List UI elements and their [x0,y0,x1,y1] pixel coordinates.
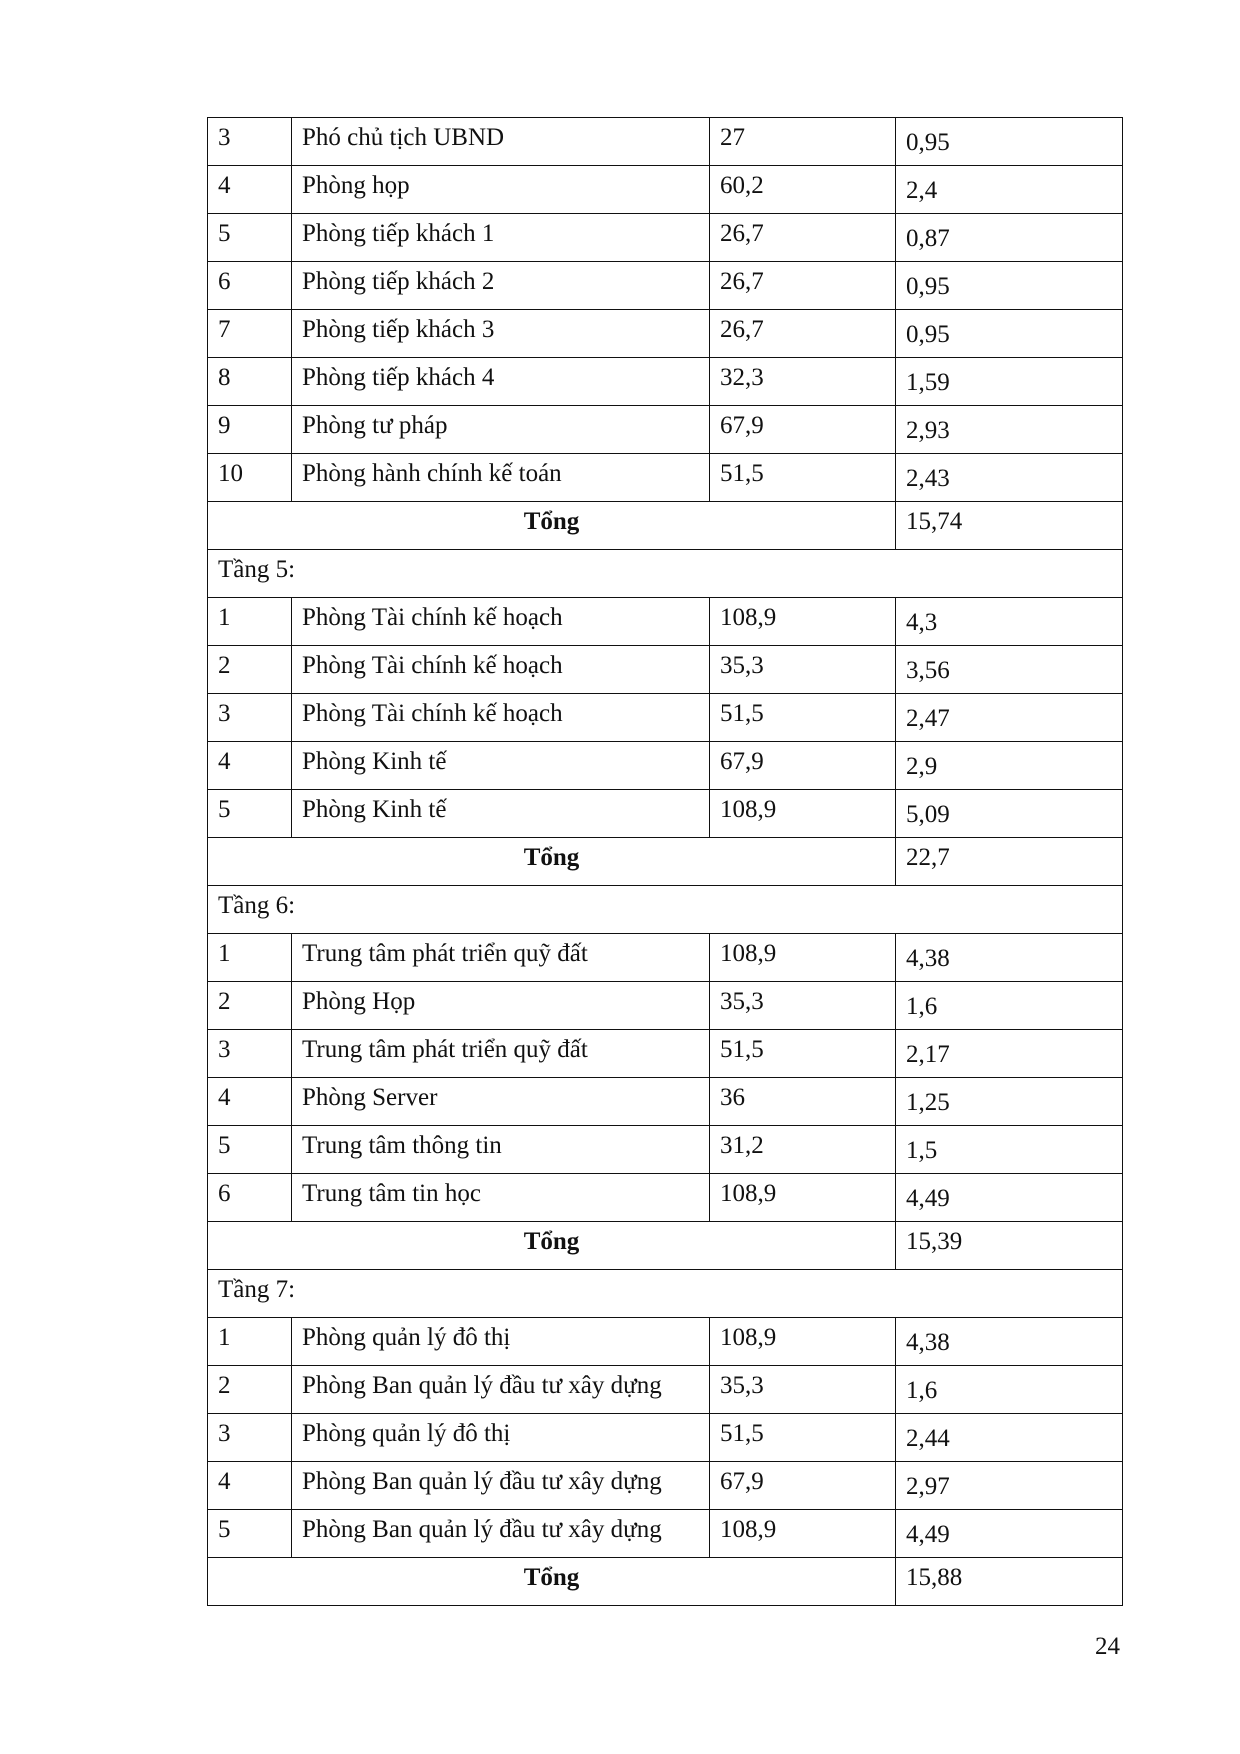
room-value [896,454,1123,502]
room-value-text: 2,44 [906,1425,950,1452]
row-number-text: 10 [218,460,243,487]
row-number-text: 4 [218,748,231,775]
row-number [208,358,292,406]
room-name [292,1030,710,1078]
room-name-text: Phòng tiếp khách 4 [302,364,495,391]
room-value-text: 3,56 [906,657,950,684]
room-value-text: 2,4 [906,177,938,204]
floor-label [208,550,1123,598]
row-number-text: 2 [218,1372,231,1399]
room-area [710,982,896,1030]
row-number [208,1318,292,1366]
room-value [896,1366,1123,1414]
floor-label [208,1270,1123,1318]
room-area-text: 67,9 [720,748,764,775]
row-number-text: 9 [218,412,231,439]
room-name [292,310,710,358]
room-area-text: 32,3 [720,364,764,391]
room-name [292,1366,710,1414]
total-row [208,1222,1123,1270]
row-number [208,934,292,982]
room-area [710,598,896,646]
room-name [292,694,710,742]
room-area [710,742,896,790]
room-area-text: 108,9 [720,940,777,967]
room-value [896,1174,1123,1222]
total-value [896,502,1123,550]
total-label [208,1558,896,1606]
row-number [208,1126,292,1174]
room-name-text: Phòng tiếp khách 2 [302,268,495,295]
room-area [710,646,896,694]
row-number-text: 6 [218,268,231,295]
room-area [710,166,896,214]
total-label-text: Tổng [523,844,580,871]
room-area [710,262,896,310]
row-number [208,1174,292,1222]
room-area-text: 108,9 [720,1180,777,1207]
room-value [896,1414,1123,1462]
row-number [208,1414,292,1462]
total-value-text: 15,39 [906,1228,963,1255]
room-area [710,358,896,406]
room-value [896,1318,1123,1366]
room-value-text: 4,38 [906,945,950,972]
floor-header-row [208,550,1123,598]
floor-label [208,886,1123,934]
room-area-text: 108,9 [720,796,777,823]
total-label [208,502,896,550]
table-row [208,454,1123,502]
table-row [208,1510,1123,1558]
room-area-text: 35,3 [720,1372,764,1399]
total-value [896,1558,1123,1606]
table-row [208,406,1123,454]
room-value-text: 1,5 [906,1137,938,1164]
row-number-text: 1 [218,1324,231,1351]
floor-header-row [208,886,1123,934]
table-row [208,982,1123,1030]
table-row [208,598,1123,646]
room-area-text: 67,9 [720,412,764,439]
room-name [292,790,710,838]
room-value [896,166,1123,214]
row-number-text: 4 [218,1468,231,1495]
room-value [896,694,1123,742]
room-value-text: 0,95 [906,273,950,300]
table-row [208,694,1123,742]
room-value-text: 5,09 [906,801,950,828]
table-row [208,1318,1123,1366]
row-number-text: 6 [218,1180,231,1207]
room-name-text: Trung tâm phát triển quỹ đất [302,940,588,967]
room-area-text: 67,9 [720,1468,764,1495]
room-area-text: 31,2 [720,1132,764,1159]
room-name [292,934,710,982]
room-area [710,1078,896,1126]
row-number [208,1030,292,1078]
row-number-text: 2 [218,652,231,679]
room-value-text: 2,97 [906,1473,950,1500]
room-name-text: Phòng Họp [302,988,416,1015]
room-name [292,982,710,1030]
room-name [292,646,710,694]
row-number [208,454,292,502]
room-value-text: 2,17 [906,1041,950,1068]
room-name-text: Phòng tiếp khách 3 [302,316,495,343]
room-name [292,118,710,166]
room-area-text: 26,7 [720,220,764,247]
room-area [710,1366,896,1414]
table-row [208,358,1123,406]
row-number-text: 5 [218,796,231,823]
room-area-text: 108,9 [720,604,777,631]
room-value [896,1078,1123,1126]
total-label-text: Tổng [523,1564,580,1591]
room-value-text: 4,49 [906,1185,950,1212]
total-row [208,838,1123,886]
room-name [292,1510,710,1558]
room-name-text: Phòng Kinh tế [302,796,447,823]
row-number [208,310,292,358]
row-number-text: 5 [218,1132,231,1159]
floor-label-text: Tầng 6: [218,892,296,919]
total-label [208,838,896,886]
room-value [896,262,1123,310]
row-number-text: 2 [218,988,231,1015]
room-value [896,1462,1123,1510]
floor-header-row [208,1270,1123,1318]
row-number [208,406,292,454]
row-number [208,214,292,262]
room-area [710,1030,896,1078]
total-label-text: Tổng [523,508,580,535]
room-area-text: 108,9 [720,1324,777,1351]
room-value [896,310,1123,358]
row-number-text: 3 [218,1420,231,1447]
room-name-text: Phòng Tài chính kế hoạch [302,700,563,727]
room-name-text: Phòng quản lý đô thị [302,1324,511,1351]
row-number-text: 3 [218,124,231,151]
row-number-text: 1 [218,940,231,967]
total-value [896,1222,1123,1270]
room-area-text: 60,2 [720,172,764,199]
room-area [710,1414,896,1462]
room-area-text: 51,5 [720,460,764,487]
room-area-text: 26,7 [720,316,764,343]
room-area [710,694,896,742]
room-area-text: 36 [720,1084,745,1111]
room-area-text: 51,5 [720,1036,764,1063]
room-name-text: Trung tâm phát triển quỹ đất [302,1036,588,1063]
room-name-text: Phòng họp [302,172,410,199]
table-row [208,166,1123,214]
row-number-text: 3 [218,1036,231,1063]
row-number [208,646,292,694]
room-area-text: 51,5 [720,700,764,727]
room-value-text: 0,95 [906,129,950,156]
room-name-text: Phòng tư pháp [302,412,448,439]
room-name-text: Phòng Ban quản lý đầu tư xây dựng [302,1372,662,1399]
total-row [208,1558,1123,1606]
row-number-text: 3 [218,700,231,727]
room-area [710,1510,896,1558]
table-row [208,1462,1123,1510]
room-name [292,454,710,502]
room-value-text: 1,6 [906,1377,938,1404]
floor-label-text: Tầng 5: [218,556,296,583]
room-value-text: 2,9 [906,753,938,780]
room-area [710,118,896,166]
room-value [896,214,1123,262]
room-value-text: 2,47 [906,705,950,732]
room-name-text: Phòng quản lý đô thị [302,1420,511,1447]
room-name [292,166,710,214]
room-name [292,742,710,790]
room-value-text: 1,6 [906,993,938,1020]
room-area-text: 35,3 [720,988,764,1015]
room-name [292,1462,710,1510]
room-name-text: Phòng hành chính kế toán [302,460,562,487]
room-name [292,1414,710,1462]
room-name [292,358,710,406]
table-row [208,646,1123,694]
room-name-text: Phòng Ban quản lý đầu tư xây dựng [302,1516,662,1543]
room-area [710,790,896,838]
table-row [208,1414,1123,1462]
room-name [292,1318,710,1366]
total-value-text: 22,7 [906,844,950,871]
total-label [208,1222,896,1270]
table-row [208,214,1123,262]
room-value [896,598,1123,646]
room-area-text: 26,7 [720,268,764,295]
room-value-text: 2,93 [906,417,950,444]
row-number [208,694,292,742]
room-name [292,1174,710,1222]
room-name-text: Phòng tiếp khách 1 [302,220,495,247]
row-number-text: 8 [218,364,231,391]
room-value [896,1030,1123,1078]
room-area [710,1126,896,1174]
room-name-text: Trung tâm tin học [302,1180,481,1207]
row-number [208,262,292,310]
total-value-text: 15,74 [906,508,963,535]
table-row [208,1078,1123,1126]
row-number-text: 4 [218,172,231,199]
room-value [896,934,1123,982]
room-name-text: Trung tâm thông tin [302,1132,502,1159]
row-number [208,790,292,838]
room-area-text: 35,3 [720,652,764,679]
room-value [896,406,1123,454]
room-name-text: Phòng Tài chính kế hoạch [302,652,563,679]
table-row [208,1366,1123,1414]
room-value [896,1510,1123,1558]
room-value [896,646,1123,694]
room-area [710,406,896,454]
table-row [208,1030,1123,1078]
room-name-text: Phòng Tài chính kế hoạch [302,604,563,631]
room-table [207,117,1123,1606]
row-number [208,1510,292,1558]
table-row [208,934,1123,982]
total-label-text: Tổng [523,1228,580,1255]
row-number-text: 7 [218,316,231,343]
row-number-text: 4 [218,1084,231,1111]
room-value-text: 2,43 [906,465,950,492]
table-row [208,262,1123,310]
row-number-text: 5 [218,220,231,247]
room-value [896,1126,1123,1174]
table-row [208,742,1123,790]
room-value [896,790,1123,838]
row-number [208,1078,292,1126]
row-number [208,118,292,166]
row-number [208,598,292,646]
table-row [208,118,1123,166]
table-row [208,790,1123,838]
room-name-text: Phòng Kinh tế [302,748,447,775]
room-name [292,406,710,454]
room-name-text: Phòng Ban quản lý đầu tư xây dựng [302,1468,662,1495]
room-value-text: 4,49 [906,1521,950,1548]
room-area [710,934,896,982]
total-value [896,838,1123,886]
room-value-text: 0,95 [906,321,950,348]
room-area [710,310,896,358]
total-row [208,502,1123,550]
room-area [710,214,896,262]
table-row [208,1174,1123,1222]
room-value-text: 1,59 [906,369,950,396]
room-value [896,118,1123,166]
room-value-text: 4,38 [906,1329,950,1356]
room-name [292,262,710,310]
table-row [208,1126,1123,1174]
floor-label-text: Tầng 7: [218,1276,296,1303]
room-area [710,1318,896,1366]
row-number-text: 5 [218,1516,231,1543]
total-value-text: 15,88 [906,1564,963,1591]
room-area-text: 27 [720,124,745,151]
room-name [292,1126,710,1174]
room-value [896,358,1123,406]
row-number [208,1462,292,1510]
table-row [208,310,1123,358]
room-area [710,1462,896,1510]
room-value-text: 1,25 [906,1089,950,1116]
room-name [292,1078,710,1126]
room-name [292,598,710,646]
room-area-text: 108,9 [720,1516,777,1543]
room-name [292,214,710,262]
room-area [710,454,896,502]
room-area-text: 51,5 [720,1420,764,1447]
room-value-text: 0,87 [906,225,950,252]
row-number [208,166,292,214]
row-number [208,742,292,790]
row-number-text: 1 [218,604,231,631]
room-value [896,742,1123,790]
room-value-text: 4,3 [906,609,938,636]
row-number [208,982,292,1030]
row-number [208,1366,292,1414]
page-number: 24 [1095,1633,1120,1660]
room-value [896,982,1123,1030]
room-area [710,1174,896,1222]
room-name-text: Phó chủ tịch UBND [302,124,505,151]
room-name-text: Phòng Server [302,1084,438,1111]
